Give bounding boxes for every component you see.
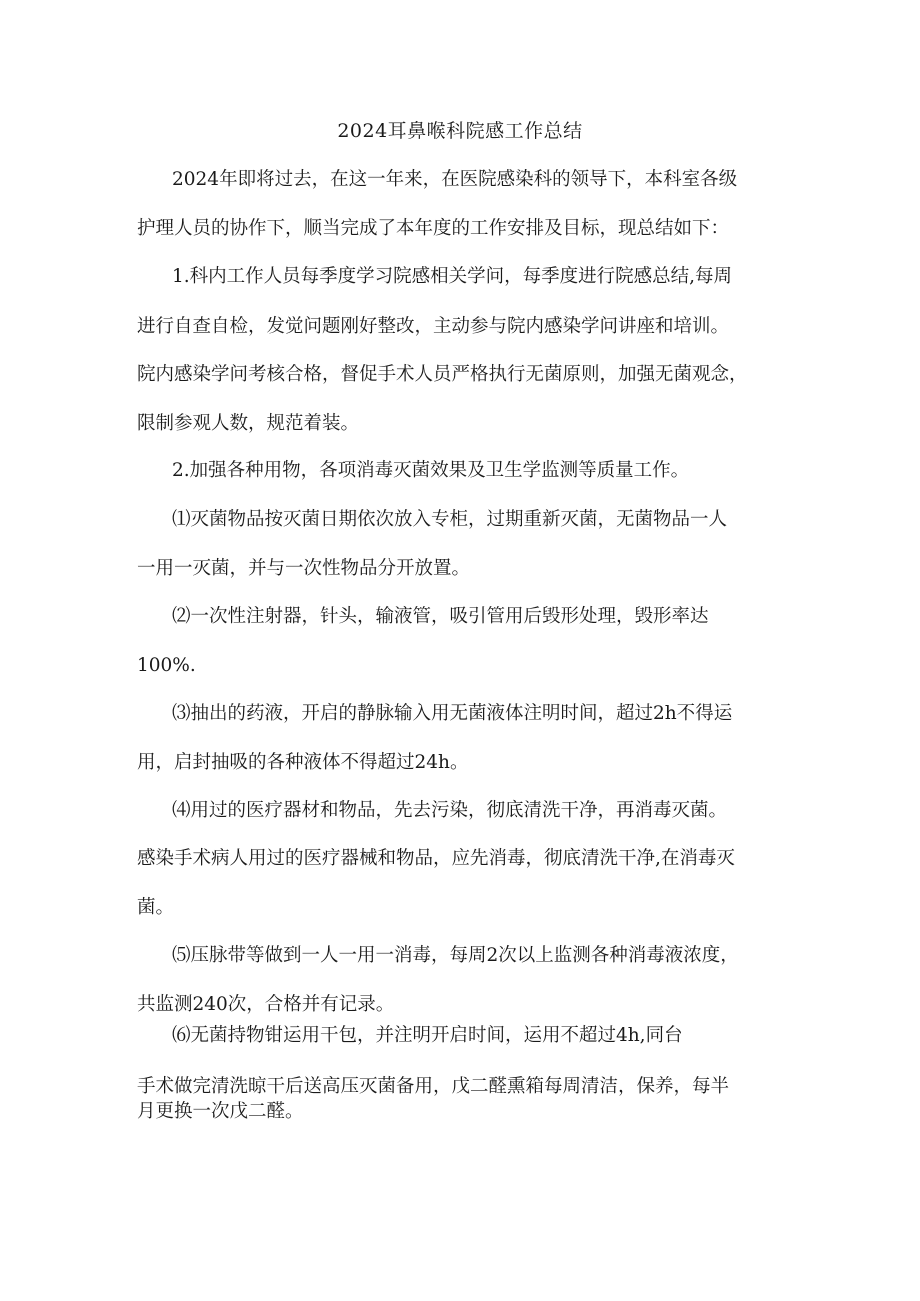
paragraph-line: 2024年即将过去，在这一年来，在医院感染科的领导下，本科室各级 xyxy=(172,169,738,190)
paragraph-line: 共监测240次，合格并有记录。 xyxy=(137,994,395,1015)
paragraph-line: 菌。 xyxy=(137,897,175,918)
paragraph-line: ⑹无菌持物钳运用干包，并注明开启时间，运用不超过4h,同台 xyxy=(172,1025,683,1046)
paragraph-line: 院内感染学问考核合格，督促手术人员严格执行无菌原则，加强无菌观念， xyxy=(137,364,748,385)
paragraph-line: 感染手术病人用过的医疗器械和物品，应先消毒，彻底清洗干净,在消毒灭 xyxy=(137,848,735,869)
paragraph-line: 1.科内工作人员每季度学习院感相关学问，每季度进行院感总结,每周 xyxy=(172,266,733,287)
paragraph-line: ⑷用过的医疗器材和物品，先去污染，彻底清洗干净，再消毒灭菌。 xyxy=(172,800,728,821)
paragraph-line: ⑴灭菌物品按灭菌日期依次放入专柜，过期重新灭菌，无菌物品一人 xyxy=(172,509,728,530)
paragraph-line: ⑸压脉带等做到一人一用一消毒，每周2次以上监测各种消毒液浓度， xyxy=(172,945,739,966)
paragraph-line: 用，启封抽吸的各种液体不得超过24h。 xyxy=(137,752,469,773)
paragraph-line: ⑶抽出的药液，开启的静脉输入用无菌液体注明时间，超过2h不得运 xyxy=(172,703,733,724)
paragraph-line: 进行自查自检，发觉问题刚好整改，主动参与院内感染学问讲座和培训。 xyxy=(137,316,730,337)
paragraph-line: 一用一灭菌，并与一次性物品分开放置。 xyxy=(137,558,471,579)
paragraph-line: 2.加强各种用物，各项消毒灭菌效果及卫生学监测等质量工作。 xyxy=(172,460,690,481)
paragraph-line: 护理人员的协作下，顺当完成了本年度的工作安排及目标，现总结如下： xyxy=(137,218,730,239)
document-title: 2024耳鼻喉科院感工作总结 xyxy=(337,120,583,142)
paragraph-line: ⑵一次性注射器，针头，输液管，吸引管用后毁形处理，毁形率达 xyxy=(172,606,709,627)
paragraph-line: 手术做完清洗晾干后送高压灭菌备用，戊二醛熏箱每周清洁，保养，每半 xyxy=(137,1076,730,1097)
paragraph-line: 月更换一次戊二醛。 xyxy=(137,1101,304,1122)
paragraph-line: 限制参观人数，规范着装。 xyxy=(137,413,360,434)
paragraph-line: 100%. xyxy=(137,655,196,676)
